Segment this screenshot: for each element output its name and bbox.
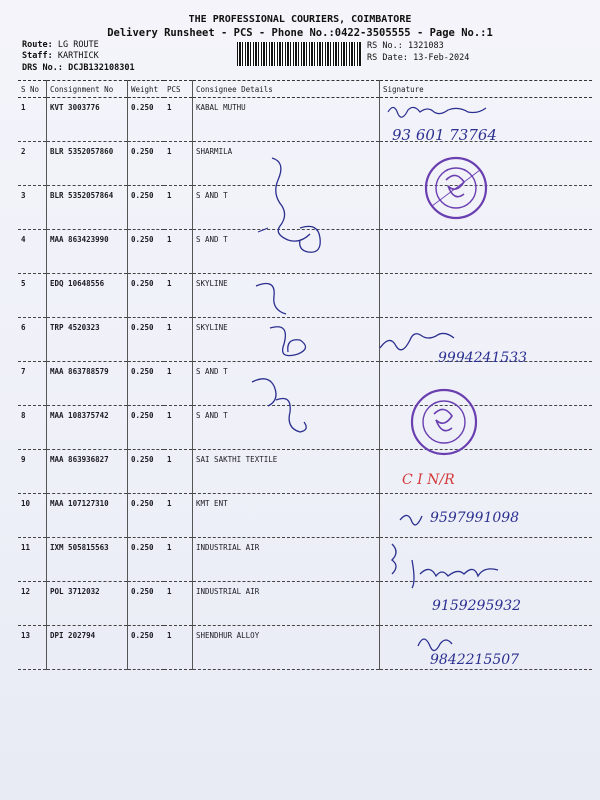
weight-cell: 0.250 (128, 494, 165, 538)
barcode (237, 42, 362, 66)
consignment-cell: KVT 3003776 (47, 98, 128, 142)
signature-cell (380, 450, 593, 494)
handwritten-note-row-9: C I N/R (402, 472, 455, 488)
weight-cell: 0.250 (128, 538, 165, 582)
sno-cell: 3 (18, 186, 47, 230)
weight-cell: 0.250 (128, 582, 165, 626)
sno-cell: 12 (18, 582, 47, 626)
drs-line (22, 63, 135, 73)
consignee-cell: SAI SAKTHI TEXTILE (193, 450, 380, 494)
consignee-cell: KABAL MUTHU (193, 98, 380, 142)
sno-cell: 5 (18, 274, 47, 318)
pcs-cell: 1 (164, 626, 193, 670)
table-row (18, 626, 592, 670)
company-title: THE PROFESSIONAL COURIERS, COIMBATORE (188, 14, 412, 25)
route-line (22, 40, 99, 50)
drs-label: DRS No.: (22, 63, 63, 73)
pcs-cell: 1 (164, 274, 193, 318)
col-pcs: PCS (164, 81, 193, 98)
drs-value: DCJB132108301 (68, 63, 135, 73)
consignee-cell: SKYLINE (193, 318, 380, 362)
consignment-cell: MAA 863788579 (47, 362, 128, 406)
signature-cell (380, 582, 593, 626)
runsheet-table (18, 80, 592, 670)
signature-cell (380, 318, 593, 362)
consignee-cell: KMT ENT (193, 494, 380, 538)
rs-date-label: RS Date: (367, 53, 408, 63)
consignee-cell: S AND T (193, 186, 380, 230)
sno-cell: 10 (18, 494, 47, 538)
rs-no-label: RS No.: (367, 41, 403, 51)
sno-cell: 6 (18, 318, 47, 362)
consignee-cell: S AND T (193, 362, 380, 406)
table-row (18, 98, 592, 142)
consignee-cell: SKYLINE (193, 274, 380, 318)
signature-cell (380, 626, 593, 670)
weight-cell: 0.250 (128, 450, 165, 494)
consignment-cell: TRP 4520323 (47, 318, 128, 362)
pcs-cell: 1 (164, 450, 193, 494)
consignment-cell: MAA 108375742 (47, 406, 128, 450)
handwritten-phone-row-6: 9994241533 (438, 350, 528, 366)
table-header-row (18, 81, 592, 98)
col-sno: S No (18, 81, 47, 98)
pcs-cell: 1 (164, 318, 193, 362)
col-consignment: Consignment No (47, 81, 128, 98)
table-row (18, 318, 592, 362)
weight-cell: 0.250 (128, 98, 165, 142)
pcs-cell: 1 (164, 230, 193, 274)
handwritten-phone-row-12: 9159295932 (432, 598, 522, 614)
col-weight: Weight (128, 81, 165, 98)
signature-cell (380, 406, 593, 450)
rs-date-value: 13-Feb-2024 (413, 53, 470, 63)
handwritten-phone-row-10: 9597991098 (430, 510, 520, 526)
pcs-cell: 1 (164, 582, 193, 626)
pcs-cell: 1 (164, 494, 193, 538)
handwritten-phone-row-1: 93 601 73764 (392, 126, 497, 144)
consignee-cell: S AND T (193, 230, 380, 274)
consignment-cell: MAA 107127310 (47, 494, 128, 538)
consignment-cell: MAA 863423990 (47, 230, 128, 274)
pcs-cell: 1 (164, 186, 193, 230)
signature-cell (380, 538, 593, 582)
staff-value: KARTHICK (57, 51, 99, 61)
table-row (18, 142, 592, 186)
consignee-cell: SHARMILA (193, 142, 380, 186)
signature-cell (380, 98, 593, 142)
table-body (18, 98, 592, 670)
rs-no-line (367, 41, 444, 51)
consignee-cell: S AND T (193, 406, 380, 450)
weight-cell: 0.250 (128, 230, 165, 274)
consignment-cell: POL 3712032 (47, 582, 128, 626)
signature-cell (380, 186, 593, 230)
rs-date-line (367, 53, 469, 63)
consignment-cell: BLR 5352057864 (47, 186, 128, 230)
table-row (18, 538, 592, 582)
consignment-cell: BLR 5352057860 (47, 142, 128, 186)
consignee-cell: INDUSTRIAL AIR (193, 582, 380, 626)
consignment-cell: MAA 863936827 (47, 450, 128, 494)
signature-cell (380, 230, 593, 274)
table-row (18, 406, 592, 450)
sno-cell: 7 (18, 362, 47, 406)
pcs-cell: 1 (164, 142, 193, 186)
col-signature: Signature (380, 81, 593, 98)
weight-cell: 0.250 (128, 362, 165, 406)
pcs-cell: 1 (164, 406, 193, 450)
weight-cell: 0.250 (128, 626, 165, 670)
consignment-cell: DPI 202794 (47, 626, 128, 670)
pcs-cell: 1 (164, 98, 193, 142)
table-row (18, 494, 592, 538)
signature-cell (380, 362, 593, 406)
table-row (18, 186, 592, 230)
handwritten-phone-row-13: 9842215507 (430, 652, 520, 668)
sno-cell: 8 (18, 406, 47, 450)
rs-no-value: 1321083 (407, 41, 444, 51)
route-label: Route: (22, 40, 53, 50)
table-row (18, 362, 592, 406)
signature-cell (380, 274, 593, 318)
sno-cell: 1 (18, 98, 47, 142)
consignment-cell: IXM 505815563 (47, 538, 128, 582)
sno-cell: 2 (18, 142, 47, 186)
weight-cell: 0.250 (128, 318, 165, 362)
pcs-cell: 1 (164, 362, 193, 406)
pcs-cell: 1 (164, 538, 193, 582)
staff-label: Staff: (22, 51, 53, 61)
consignee-cell: INDUSTRIAL AIR (193, 538, 380, 582)
consignee-cell: SHENDHUR ALLOY (193, 626, 380, 670)
signature-cell (380, 142, 593, 186)
weight-cell: 0.250 (128, 186, 165, 230)
runsheet-subtitle: Delivery Runsheet - PCS - Phone No.:0422-3505555 - Page No.:1 (107, 27, 493, 39)
staff-line (22, 51, 99, 61)
sno-cell: 11 (18, 538, 47, 582)
table-row (18, 230, 592, 274)
col-consignee: Consignee Details (193, 81, 380, 98)
route-value: LG ROUTE (57, 40, 99, 50)
weight-cell: 0.250 (128, 274, 165, 318)
table-row (18, 582, 592, 626)
table-row (18, 274, 592, 318)
sno-cell: 13 (18, 626, 47, 670)
weight-cell: 0.250 (128, 406, 165, 450)
weight-cell: 0.250 (128, 142, 165, 186)
signature-cell (380, 494, 593, 538)
consignment-cell: EDQ 10648556 (47, 274, 128, 318)
table-row (18, 450, 592, 494)
sno-cell: 9 (18, 450, 47, 494)
sno-cell: 4 (18, 230, 47, 274)
